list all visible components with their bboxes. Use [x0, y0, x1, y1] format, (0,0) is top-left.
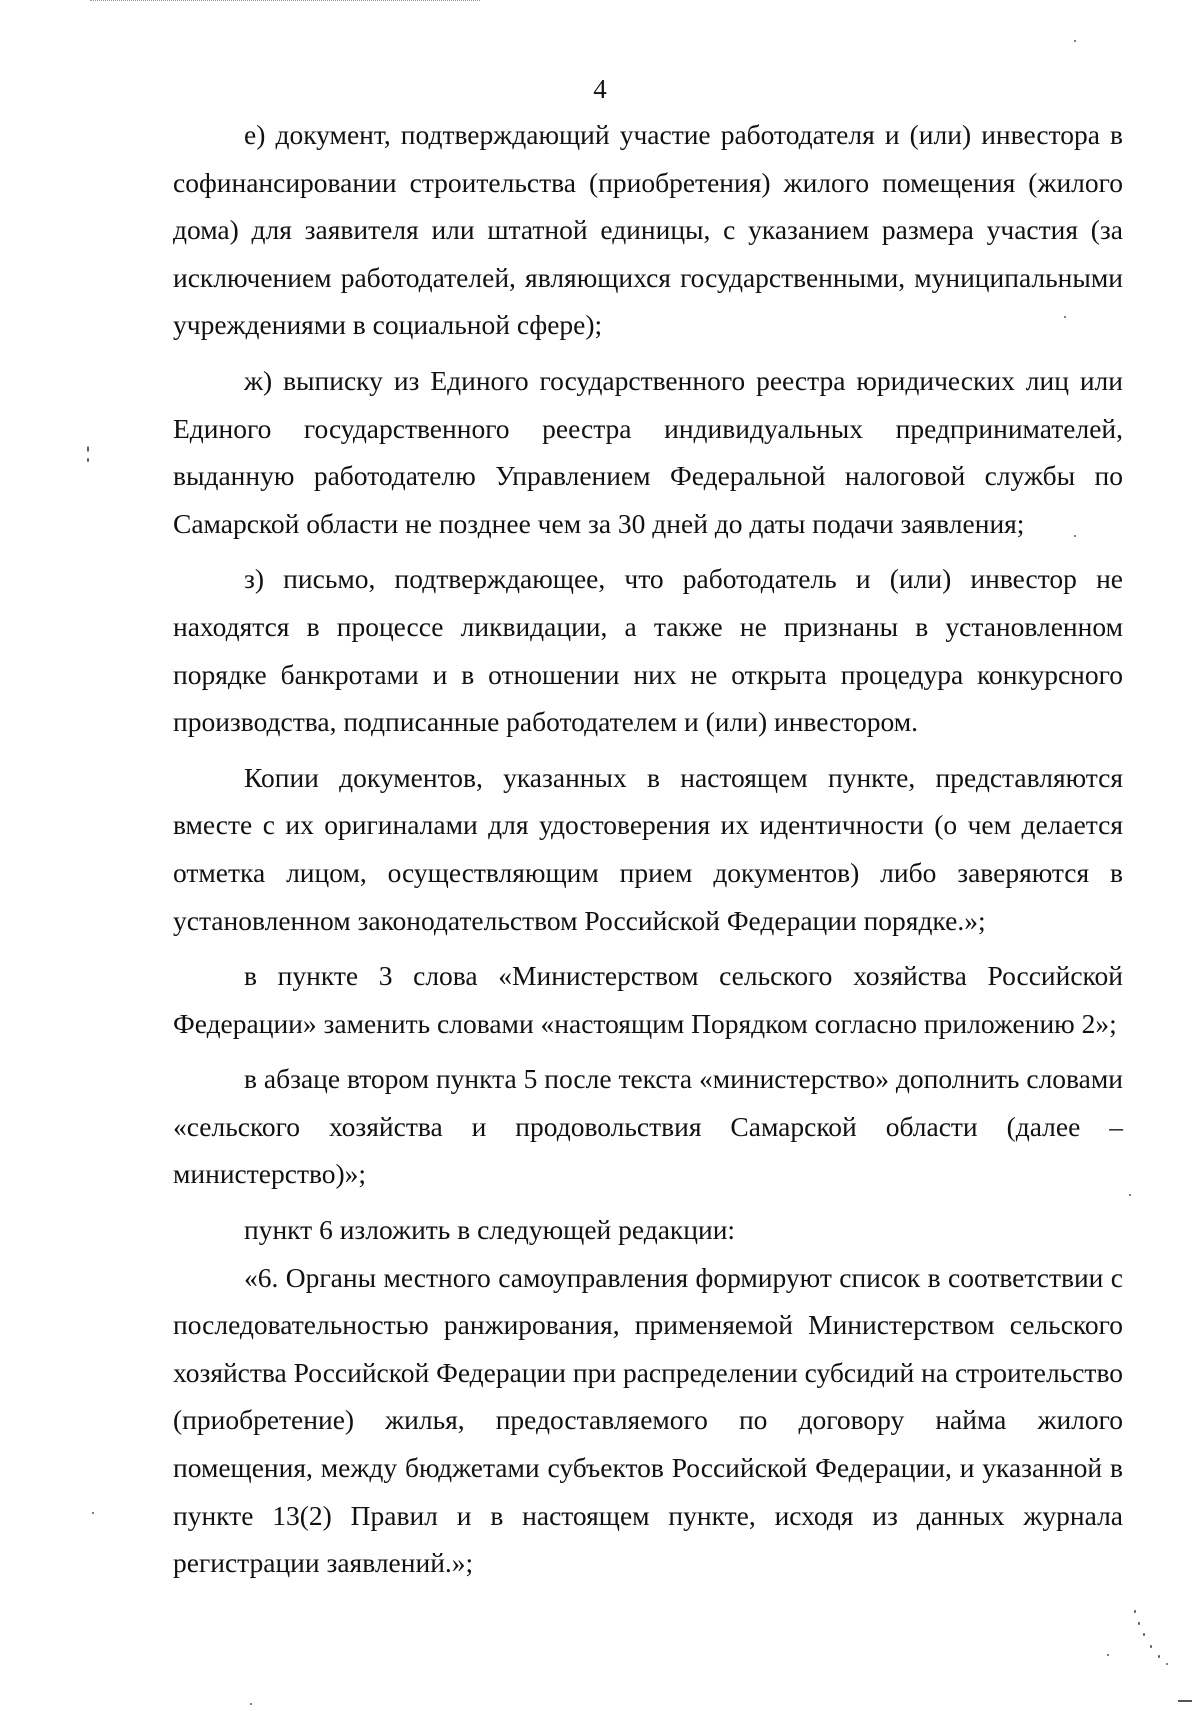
- paragraph-point-6-intro: пункт 6 изложить в следующей редакции:: [244, 1214, 736, 1246]
- scan-speck: [1134, 1610, 1136, 1613]
- scan-speck: [1064, 316, 1066, 318]
- scan-speck: [87, 446, 89, 452]
- document-body: [173, 111, 1123, 1587]
- scan-speck: [1150, 1645, 1152, 1648]
- scan-speck: [1138, 1622, 1140, 1625]
- scan-speck: [1107, 1654, 1109, 1656]
- paragraph-item-z: з) письмо, подтверждающее, что работодатель и (или) инвестор не находятся в процессе ликвидации, а также не признаны в установленном порядке банкротами и в отношении них не открыта процедура конкурсного производства, подписанные работодателем и (или) инвестором.: [173, 563, 1123, 738]
- scan-speck: [1129, 1194, 1131, 1196]
- paragraph-item-e: е) документ, подтверждающий участие работодателя и (или) инвестора в софинансировании строительства (приобретения) жилого помещения (жилого дома) для заявителя или штатной единицы, с указанием размера участия (за исключением работодателей, являющихся государственными, муниципальными учреждениями в социальной сфере);: [173, 119, 1123, 341]
- scan-speck: [1178, 1700, 1192, 1702]
- paragraph-point-6-text: «6. Органы местного самоуправления формируют список в соответствии с последовательностью ранжирования, применяемой Министерством сельского хозяйства Российской Федерации при распределении субсидий на строительство (приобретение) жилья, предоставляемого по договору найма жилого помещения, между бюджетами субъектов Российской Федерации, и указанной в пункте 13(2) Правил и в настоящем пункте, исходя из данных журнала регистрации заявлений.»;: [173, 1261, 1123, 1579]
- scan-speck: [1143, 1633, 1145, 1636]
- scan-speck: [87, 458, 89, 462]
- paragraph-point-5: в абзаце втором пункта 5 после текста «министерство» дополнить словами «сельского хозяйства и продовольствия Самарской области (далее – министерство)»;: [173, 1063, 1123, 1190]
- scan-speck: [250, 1703, 252, 1705]
- scan-speck: [1074, 40, 1076, 42]
- paragraph-item-zh: ж) выписку из Единого государственного реестра юридических лиц или Единого государственного реестра индивидуальных предпринимателей, выданную работодателю Управлением Федеральной налоговой службы по Самарской области не позднее чем за 30 дней до даты подачи заявления;: [173, 364, 1123, 539]
- paragraph-point-3: в пункте 3 слова «Министерством сельского хозяйства Российской Федерации» заменить словами «настоящим Порядком согласно приложению 2»;: [173, 960, 1123, 1039]
- scan-speck: [1158, 1655, 1160, 1658]
- paragraph-copies: Копии документов, указанных в настоящем пункте, представляются вместе с их оригиналами для удостоверения их идентичности (о чем делается отметка лицом, осуществляющим прием документов) либо заверяются в установленном законодательством Российской Федерации порядке.»;: [173, 761, 1123, 936]
- scan-speck: [92, 1512, 94, 1514]
- page-number: 4: [593, 74, 607, 104]
- scan-speck: [1166, 1663, 1168, 1665]
- scan-speck: [1074, 535, 1076, 537]
- scan-edge-artifact: [90, 0, 480, 5]
